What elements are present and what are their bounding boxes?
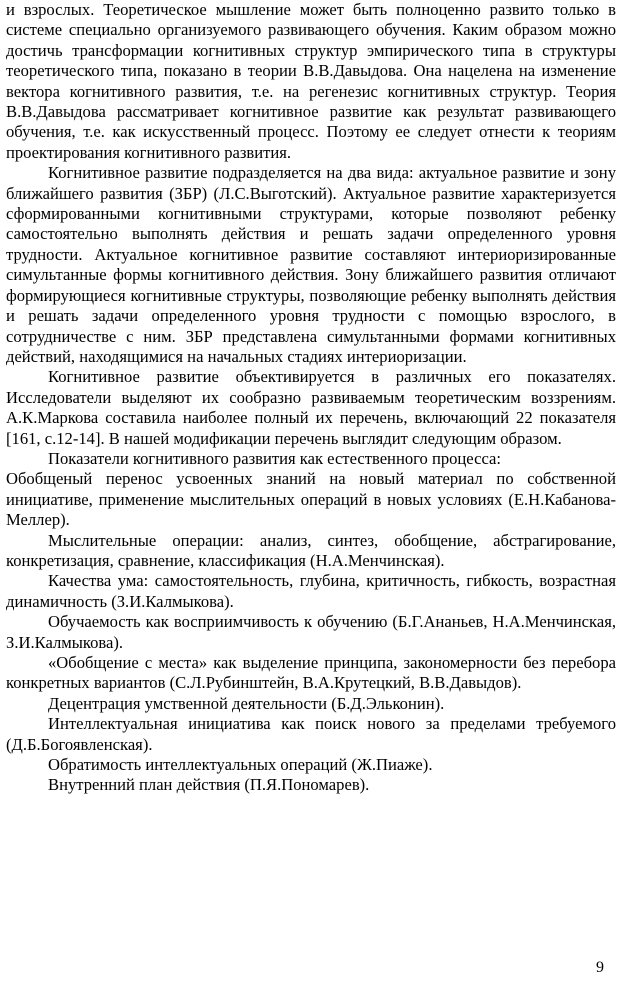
paragraph: Показатели когнитивного развития как естественного процесса: — [48, 448, 501, 468]
paragraph: Обратимость интеллектуальных операций (Ж.Пиаже). — [48, 755, 433, 775]
paragraph: и взрослых. Теоретическое мышление может быть полноценно развито только в системе специально организуемого развивающего обучения. Каким образом можно достичь трансформации когнитивных структур эмпирического типа в структуры теоретического типа, показано в теории В.В.Давыдова. Она нацелена на изменение вектора когнитивного развития, т.е. на регенезис когнитивных структур. Теория В.В.Давыдова рассматривает когнитивное развитие как результат развивающего обучения, т.е. как искусственный процесс. Поэтому ее следует отнести к теориям проектирования когнитивного развития. — [6, 0, 616, 162]
paragraph: Интеллектуальная инициатива как поиск нового за пределами требуемого (Д.Б.Богоявленская). — [6, 714, 616, 754]
paragraph: Качества ума: самостоятельность, глубина, критичность, гибкость, возрастная динамичность (З.И.Калмыкова). — [6, 571, 616, 611]
page-number: 9 — [596, 959, 604, 976]
body-text — [6, 0, 616, 796]
paragraph: Внутренний план действия (П.Я.Пономарев). — [48, 775, 370, 795]
paragraph: Когнитивное развитие объективируется в различных его показателях. Исследователи выделяют их сообразно развиваемым теоретическим воззрениям. А.К.Маркова составила наиболее полный их перечень, включающий 22 показателя [161, с.12-14]. В нашей модификации перечень выглядит следующим образом. — [6, 367, 616, 448]
paragraph: Когнитивное развитие подразделяется на два вида: актуальное развитие и зону ближайшего развития (ЗБР) (Л.С.Выготский). Актуальное развитие характеризуется сформированными когнитивными структурами, которые позволяют ребенку самостоятельно выполнять действия и решать задачи определенного уровня трудности. Актуальное когнитивное развитие составляют интериоризированные симультанные формы когнитивного действия. Зону ближайшего развития отличают формирующиеся когнитивные структуры, позволяющие ребенку выполнять действия и решать задачи определенного уровня трудности с помощью взрослого, в сотрудничестве с ним. ЗБР представлена симультанными формами когнитивных действий, находящимися на начальных стадиях интериоризации. — [6, 163, 616, 366]
paragraph: Децентрация умственной деятельности (Б.Д.Эльконин). — [48, 693, 445, 713]
paragraph: Обобщеный перенос усвоенных знаний на новый материал по собственной инициативе, применение мыслительных операций в новых условиях (Е.Н.Кабанова-Меллер). — [6, 469, 616, 530]
paragraph: «Обобщение с места» как выделение принципа, закономерности без перебора конкретных вариантов (С.Л.Рубинштейн, В.А.Крутецкий, В.В.Давыдов). — [6, 653, 616, 693]
paragraph: Обучаемость как восприимчивость к обучению (Б.Г.Ананьев, Н.А.Менчинская, З.И.Калмыкова). — [6, 612, 616, 652]
paragraph: Мыслительные операции: анализ, синтез, обобщение, абстрагирование, конкретизация, сравнение, классификация (Н.А.Менчинская). — [6, 530, 616, 570]
